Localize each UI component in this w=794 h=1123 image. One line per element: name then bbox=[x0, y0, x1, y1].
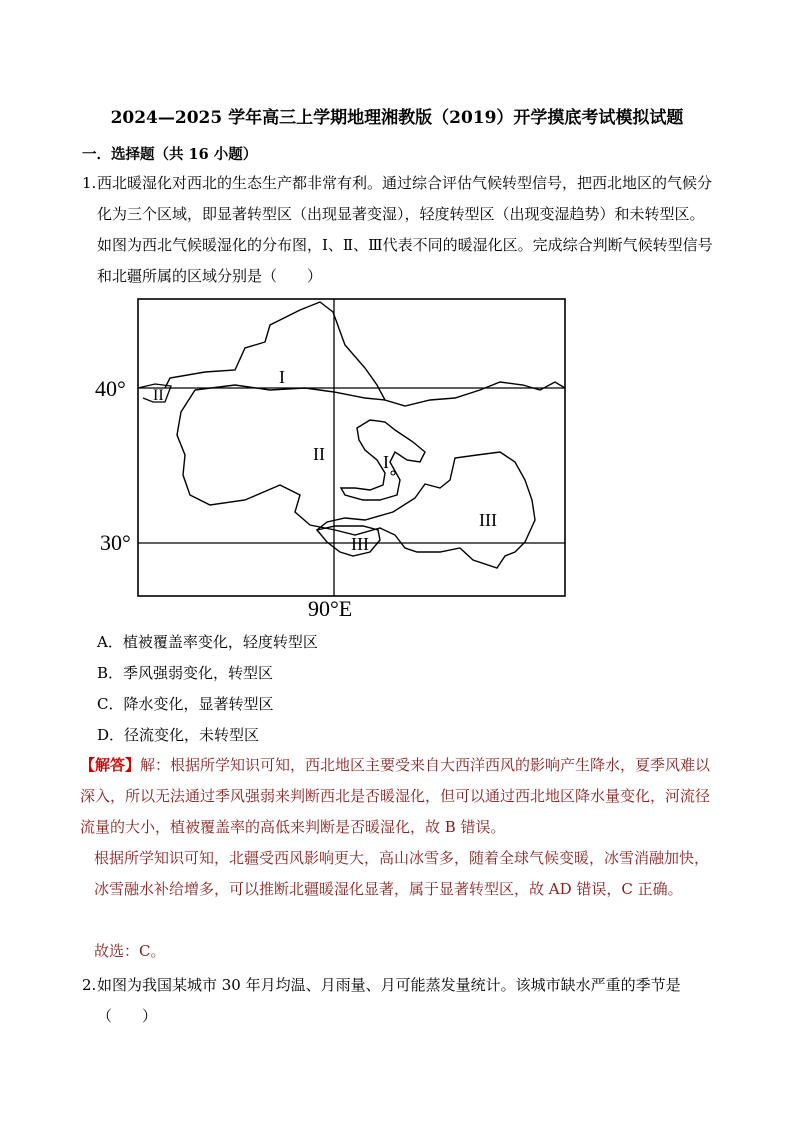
map-point-marker bbox=[391, 471, 395, 475]
question-2-text: 如图为我国某城市 30 年月均温、月雨量、月可能蒸发量统计。该城市缺水严重的季节是（ ） bbox=[97, 976, 681, 1025]
climate-map bbox=[95, 290, 575, 620]
answer-paragraph-1 bbox=[80, 750, 720, 843]
label-region-I-north: I bbox=[279, 367, 285, 387]
option-c: C．降水变化，显著转型区 bbox=[97, 695, 274, 713]
answer-tag: 【解答】 bbox=[80, 756, 141, 774]
question-1-number: 1. bbox=[82, 174, 97, 192]
label-lon-90: 90°E bbox=[308, 596, 353, 620]
label-region-III-south: III bbox=[351, 534, 369, 554]
label-region-I-center: I bbox=[383, 452, 389, 472]
section-heading: 一．选择题（共 16 小题） bbox=[82, 146, 258, 163]
label-lat-30: 30° bbox=[100, 530, 131, 555]
label-region-II-center: II bbox=[313, 444, 325, 464]
question-1-text: 西北暖湿化对西北的生态生产都非常有利。通过综合评估气候转型信号，把西北地区的气候分化为三个区域，即显著转型区（出现显著变湿），轻度转型区（出现变湿趋势）和未转型区。如图为西北气候暖湿化的分布图，Ⅰ、Ⅱ、Ⅲ代表不同的暖湿化区。完成综合判断气候转型信号和北疆所属的区域分别是（ ） bbox=[97, 174, 713, 285]
region-outer-boundary bbox=[165, 302, 565, 406]
label-lat-40: 40° bbox=[95, 376, 126, 401]
option-d: D．径流变化，未转型区 bbox=[97, 726, 260, 744]
option-b: B．季风强弱变化，转型区 bbox=[97, 664, 274, 682]
answer-p1-text: 解：根据所学知识可知，西北地区主要受来自大西洋西风的影响产生降水，夏季风难以深入，所以无法通过季风强弱来判断西北是否暖湿化，但可以通过西北地区降水量变化，河流径流量的大小，植被覆盖率的高低来判断是否暖湿化，故 B 错误。 bbox=[80, 756, 711, 836]
label-region-II-west: II bbox=[153, 387, 164, 404]
label-region-III-east: III bbox=[479, 510, 497, 530]
answer-paragraph-2: 根据所学知识可知，北疆受西风影响更大，高山冰雪多，随着全球气候变暖，冰雪消融加快，冰雪融水补给增多，可以推断北疆暖湿化显著，属于显著转型区，故 AD 错误，C 正确。 bbox=[94, 849, 710, 898]
region-I-north-boundary bbox=[195, 385, 385, 400]
page-title: 2024—2025 学年高三上学期地理湘教版（2019）开学摸底考试模拟试题 bbox=[110, 108, 684, 128]
question-2-number: 2. bbox=[82, 976, 97, 994]
option-a: A．植被覆盖率变化，轻度转型区 bbox=[97, 633, 318, 651]
answer-conclusion: 故选：C。 bbox=[94, 942, 166, 960]
